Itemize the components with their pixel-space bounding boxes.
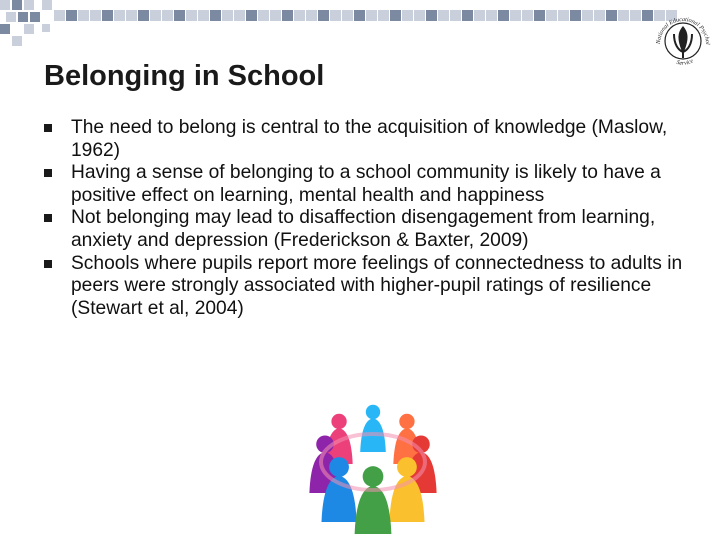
- bullet-list: [44, 117, 704, 320]
- square-bullet-icon: [44, 169, 52, 177]
- bullet-item: [44, 117, 704, 162]
- slide-title: Belonging in School: [44, 60, 325, 92]
- bullet-item: [44, 162, 704, 207]
- figures-circle-image: [288, 392, 458, 534]
- bullet-item: [44, 207, 704, 252]
- square-bullet-icon: [44, 214, 52, 222]
- bullet-text: Not belonging may lead to disaffection disengagement from learning, anxiety and depression (Frederickson & Baxter, 2009): [71, 207, 656, 251]
- header-decoration-band: [0, 0, 720, 48]
- square-bullet-icon: [44, 260, 52, 268]
- square-bullet-icon: [44, 124, 52, 132]
- person-figure: [360, 405, 386, 452]
- bullet-text: Having a sense of belonging to a school community is likely to have a positive effect on learning, mental health and happiness: [71, 162, 661, 206]
- bullet-text: Schools where pupils report more feelings of connectedness to adults in peers were strongly associated with higher-pupil ratings of resilience (Stewart et al, 2004): [71, 252, 683, 319]
- person-figure: [355, 466, 392, 534]
- bullet-item: [44, 253, 704, 321]
- header-squares-graphic: [0, 0, 720, 48]
- svg-text:Service: Service: [675, 58, 695, 67]
- neps-seal-logo: [650, 8, 716, 74]
- svg-text:National Educational Psycholog: National Educational Psychol: [655, 16, 711, 45]
- bullet-text: The need to belong is central to the acquisition of knowledge (Maslow, 1962): [71, 117, 668, 161]
